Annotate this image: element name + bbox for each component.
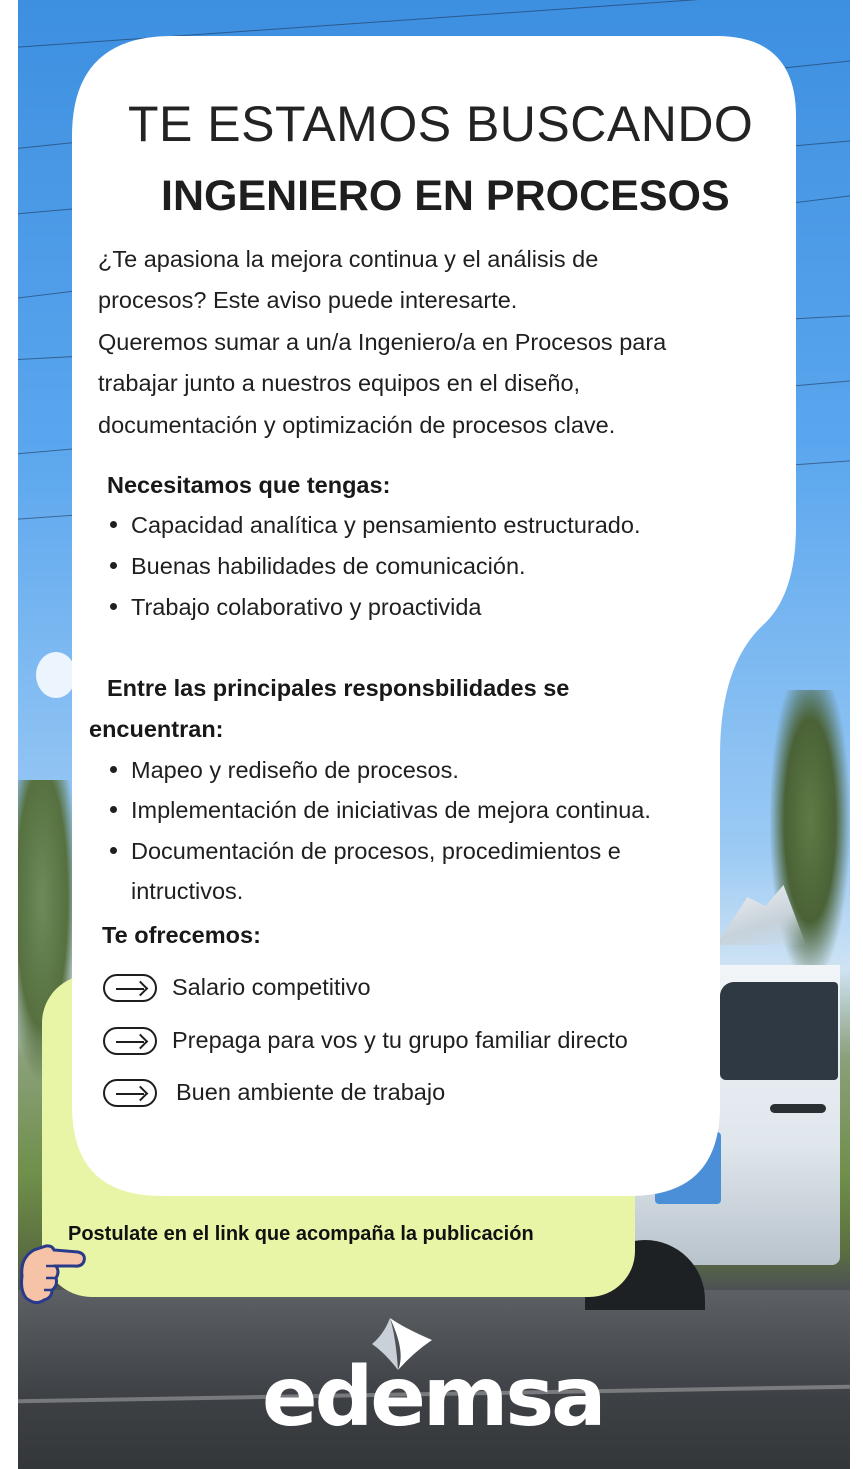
requirement-item bbox=[110, 553, 526, 580]
responsibility-item bbox=[110, 838, 621, 865]
responsibility-continuation: intructivos. bbox=[131, 878, 244, 904]
responsibility-text: Documentación de procesos, procedimientos e bbox=[131, 838, 621, 864]
offer-item: Salario competitivo bbox=[172, 974, 371, 1000]
requirement-text: Capacidad analítica y pensamiento estructurado. bbox=[131, 512, 641, 538]
arrow-right-icon bbox=[103, 1027, 157, 1055]
requirements-title: Necesitamos que tengas: bbox=[107, 472, 391, 498]
bullet-icon bbox=[110, 766, 117, 773]
requirement-text: Trabajo colaborativo y proactivida bbox=[131, 594, 482, 620]
headline: TE ESTAMOS BUSCANDO bbox=[128, 96, 754, 152]
apply-instruction: Postulate en el link que acompaña la publicación bbox=[68, 1223, 534, 1245]
requirement-text: Buenas habilidades de comunicación. bbox=[131, 553, 526, 579]
bullet-icon bbox=[110, 521, 117, 528]
offer-item: Prepaga para vos y tu grupo familiar directo bbox=[172, 1027, 628, 1053]
responsibility-item bbox=[110, 757, 459, 784]
responsibilities-title-continued: encuentran: bbox=[89, 716, 224, 742]
responsibilities-title: Entre las principales responsbilidades se bbox=[107, 675, 570, 701]
job-title: INGENIERO EN PROCESOS bbox=[161, 172, 730, 220]
bullet-icon bbox=[110, 603, 117, 610]
responsibility-text: Implementación de iniciativas de mejora continua. bbox=[131, 797, 651, 823]
arrow-right-icon bbox=[103, 1079, 157, 1107]
edemsa-logo: edemsa bbox=[262, 1350, 604, 1445]
responsibility-text: Mapeo y rediseño de procesos. bbox=[131, 757, 459, 783]
offer-title: Te ofrecemos: bbox=[102, 922, 261, 948]
intro-line: procesos? Este aviso puede interesarte. bbox=[98, 287, 518, 313]
truck-window bbox=[720, 982, 838, 1080]
pointing-hand-icon bbox=[16, 1236, 88, 1316]
requirement-item bbox=[110, 594, 482, 621]
intro-line: ¿Te apasiona la mejora continua y el análisis de bbox=[98, 246, 599, 272]
intro-line: documentación y optimización de procesos clave. bbox=[98, 412, 616, 438]
intro-line: Queremos sumar a un/a Ingeniero/a en Procesos para bbox=[98, 329, 667, 355]
requirement-item bbox=[110, 512, 640, 539]
responsibility-item bbox=[110, 797, 651, 824]
bullet-icon bbox=[110, 806, 117, 813]
cloud bbox=[36, 652, 76, 698]
arrow-right-icon bbox=[103, 974, 157, 1002]
truck-door-handle bbox=[770, 1104, 826, 1113]
bullet-icon bbox=[110, 562, 117, 569]
offer-item: Buen ambiente de trabajo bbox=[176, 1079, 446, 1105]
bullet-icon bbox=[110, 847, 117, 854]
intro-line: trabajar junto a nuestros equipos en el diseño, bbox=[98, 370, 581, 396]
